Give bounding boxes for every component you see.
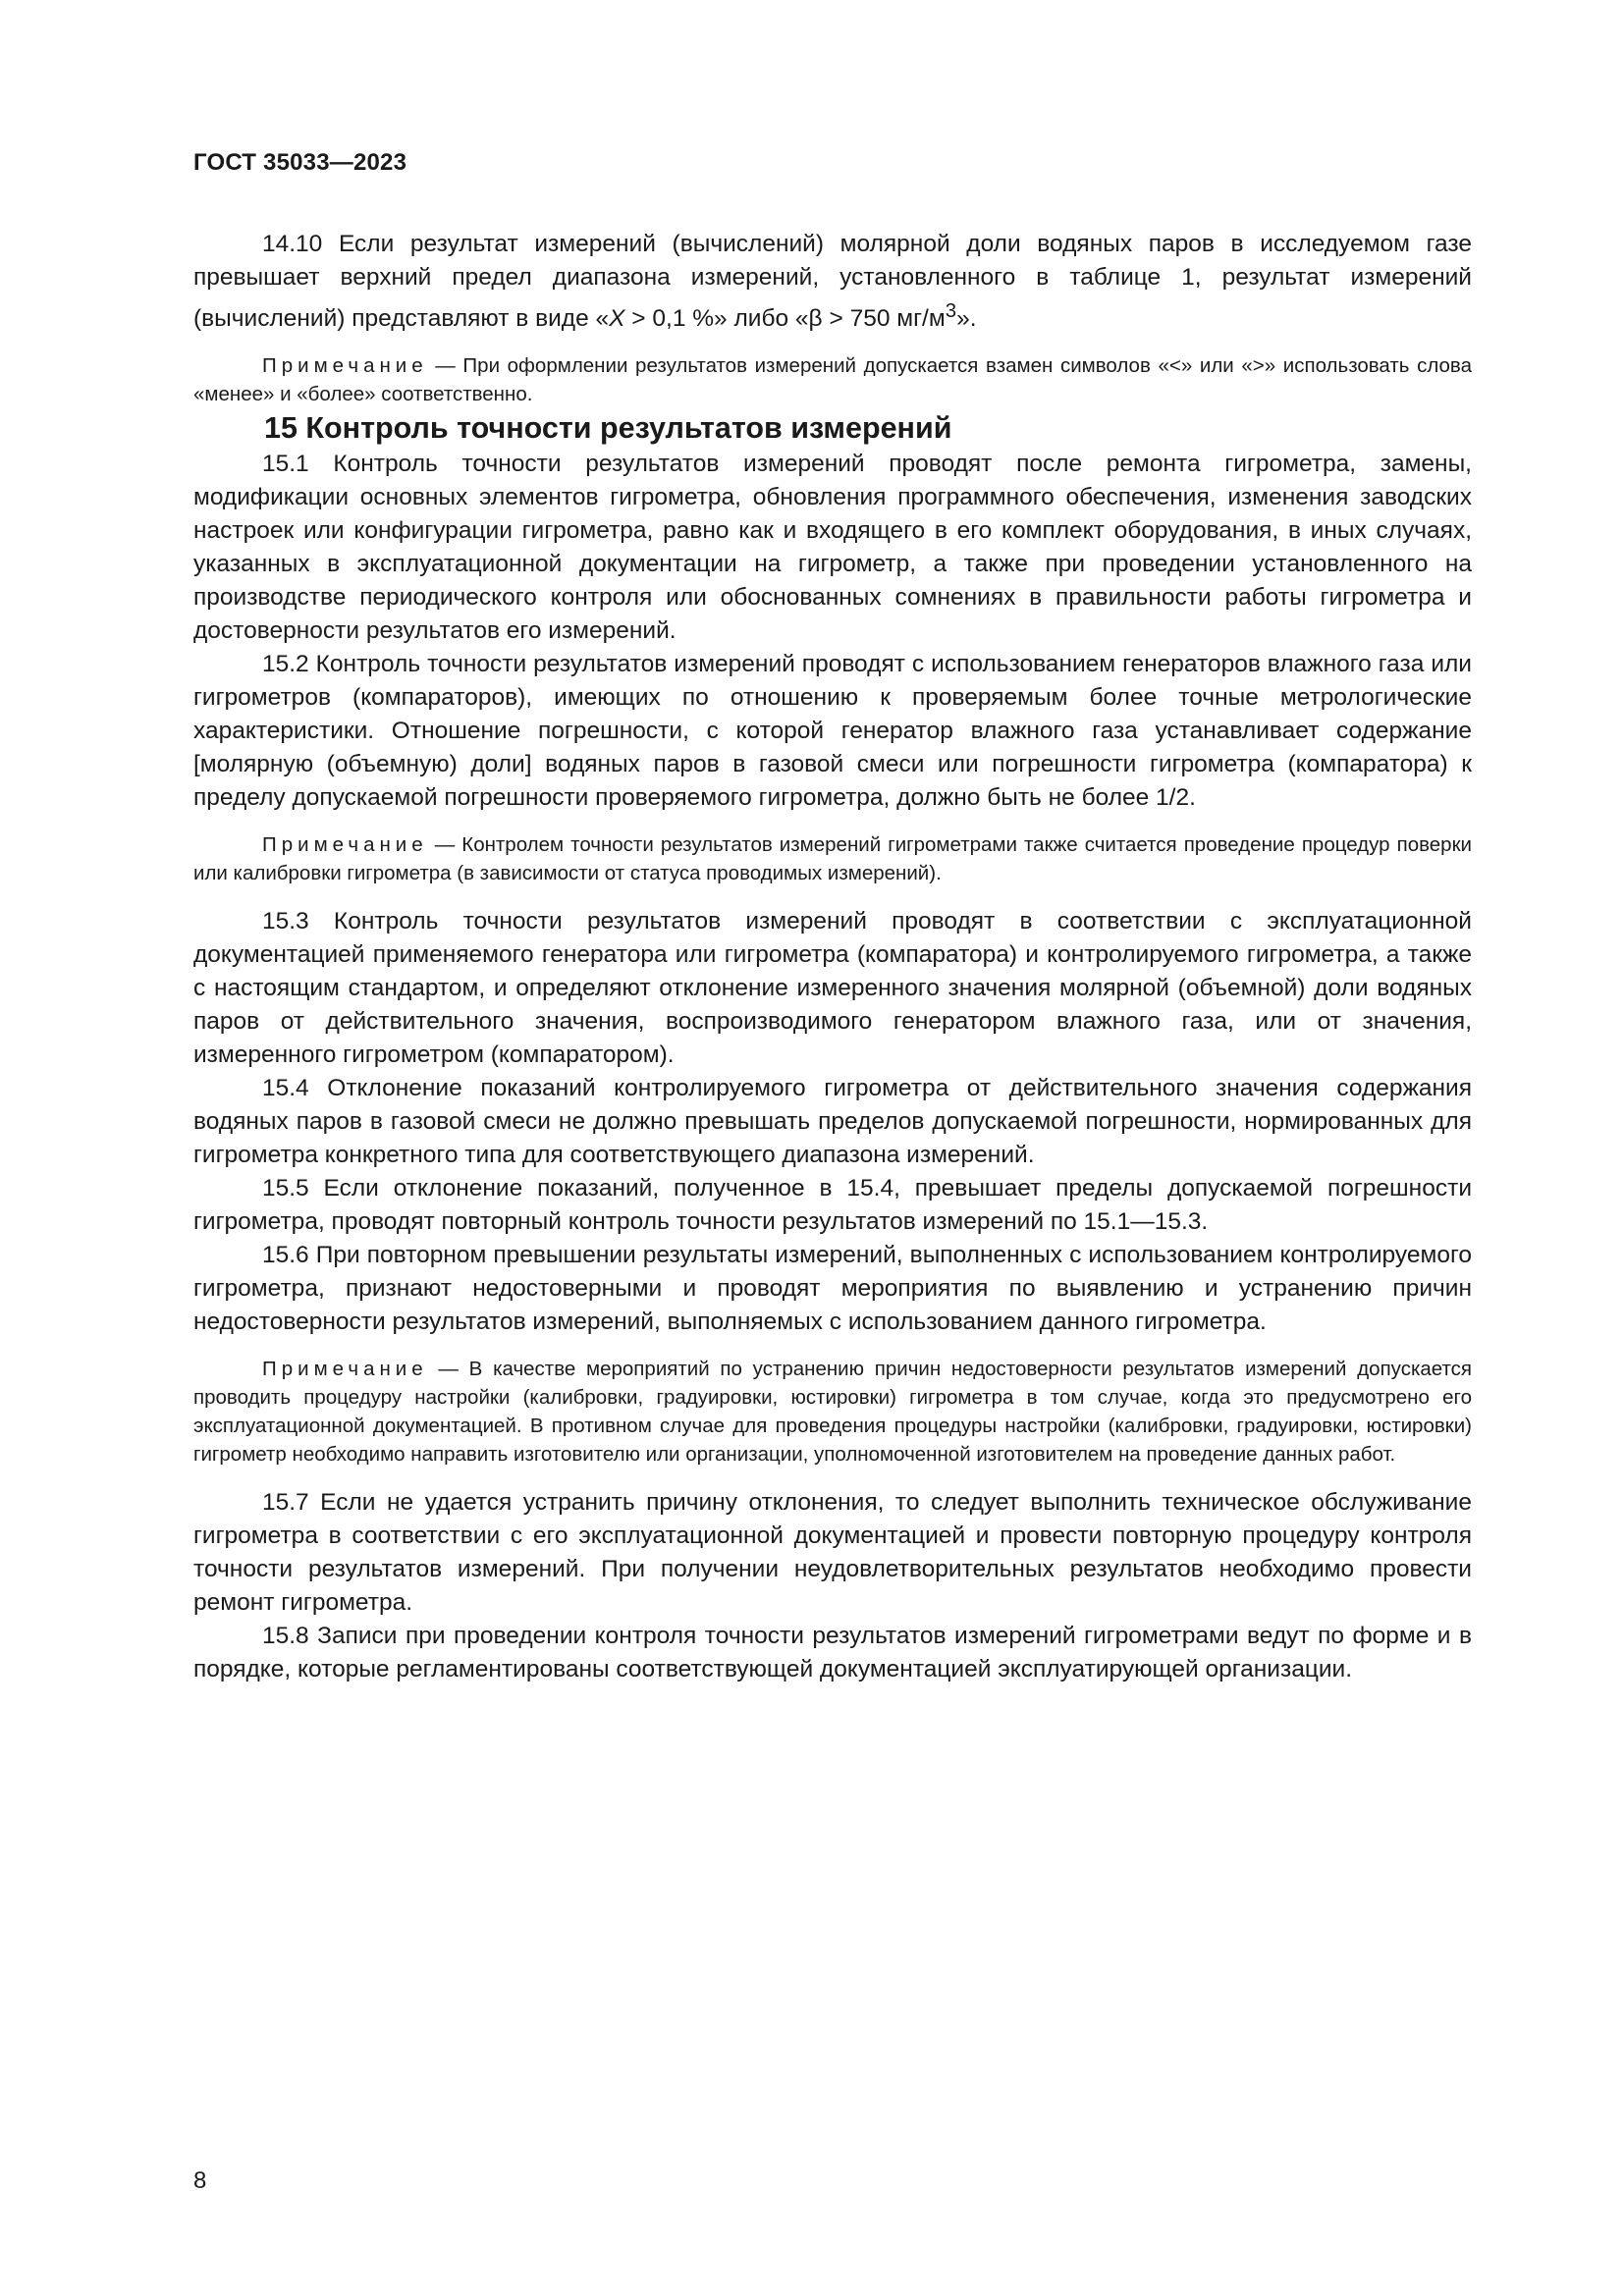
note-15-6 [193,1355,1472,1468]
paragraph-15-7: 15.7 Если не удается устранить причину отклонения, то следует выполнить техническое обслуживание гигрометра в соответствии с его эксплуатационной документацией и провести повторную процедуру контроля точности результатов измерений. При получении неудовлетворительных результатов необходимо провести ремонт гигрометра. [193,1489,1472,1617]
paragraph-14-10-text: 14.10 Если результат измерений (вычислений) молярной доли водяных паров в исследуемом газе превышает верхний предел диапазона измерений, установленного в таблице 1, результат измерений (вычислений) представляют в виде « [193,231,1472,333]
note-label: Примечание [262,833,428,857]
paragraph-15-6: 15.6 При повторном превышении результаты измерений, выполненных с использованием контролируемого гигрометра, признают недостоверными и проводят мероприятия по выявлению и устранению причин недостоверности результатов измерений, выполняемых с использованием данного гигрометра. [193,1242,1472,1336]
paragraph-15-5: 15.5 Если отклонение показаний, полученное в 15.4, превышает пределы допускаемой погрешности гигрометра, проводят повторный контроль точности результатов измерений по 15.1—15.3. [193,1175,1472,1236]
note-text: — В качестве мероприятий по устранению причин недостоверности результатов измерений допускается проводить процедуру настройки (калибровки, градуировки, юстировки) гигрометра в том случае, когда это предусмотрено его эксплуатационной документацией. В противном случае для проведения процедуры настройки (калибровки, градуировки, юстировки) гигрометр необходимо направить изготовителю или организации, уполномоченной изготовителем на проведение данных работ. [193,1358,1472,1467]
note-text: — При оформлении результатов измерений допускается взамен символов «<» или «>» использовать слова «менее» и «более» соответственно. [193,354,1472,406]
paragraph-15-4: 15.4 Отклонение показаний контролируемого гигрометра от действительного значения содержания водяных паров в газовой смеси не должно превышать пределов допускаемой погрешности, нормированных для гигрометра конкретного типа для соответствующего диапазона измерений. [193,1075,1472,1169]
page-number: 8 [193,2167,207,2194]
note-15-2 [193,830,1472,887]
section-heading-15: 15 Контроль точности результатов измерений [264,411,952,446]
paragraph-15-2: 15.2 Контроль точности результатов измерений проводят с использованием генераторов влажного газа или гигрометров (компараторов), имеющих по отношению к проверяемым более точные метрологические характеристики. Отношение погрешности, с которой генератор влажного газа устанавливает содержание [молярную (объемную) доли] водяных паров в газовой смеси или погрешности гигрометра (компаратора) к пределу допускаемой погрешности проверяемого гигрометра, должно быть не более 1/2. [193,651,1472,812]
variable-x: X [609,305,625,333]
paragraph-14-10-end: ». [956,305,977,333]
paragraph-14-10-mid: > 0,1 %» либо «β > 750 мг/м [624,305,946,333]
note-text: — Контролем точности результатов измерений гигрометрами также считается проведение процедур поверки или калибровки гигрометра (в зависимости от статуса проводимых измерений). [193,833,1472,885]
note-14-10 [193,351,1472,408]
paragraph-14-10 [193,228,1472,336]
document-body [193,228,1472,1686]
paragraph-15-3: 15.3 Контроль точности результатов измерений проводят в соответствии с эксплуатационной документацией применяемого генератора или гигрометра (компаратора) и контролируемого гигрометра, а также с настоящим стандартом, и определяют отклонение измеренного значения молярной (объемной) доли водяных паров от действительного значения, воспроизводимого генератором влажного газа, или от значения, измеренного гигрометром (компаратором). [193,908,1472,1069]
paragraph-15-1: 15.1 Контроль точности результатов измерений проводят после ремонта гигрометра, замены, модификации основных элементов гигрометра, обновления программного обеспечения, изменения заводских настроек или конфигурации гигрометра, равно как и входящего в его комплект оборудования, в иных случаях, указанных в эксплуатационной документации на гигрометр, а также при проведении установленного на производстве периодического контроля или обоснованных сомнениях в правильности работы гигрометра и достоверности результатов его измерений. [193,451,1472,645]
paragraph-15-8: 15.8 Записи при проведении контроля точности результатов измерений гигрометрами ведут по форме и в порядке, которые регламентированы соответствующей документацией эксплуатирующей организации. [193,1623,1472,1683]
note-label: Примечание [262,1358,428,1381]
note-label: Примечание [262,354,428,378]
document-code-header: ГОСТ 35033—2023 [193,149,407,176]
superscript-3: 3 [945,300,957,322]
